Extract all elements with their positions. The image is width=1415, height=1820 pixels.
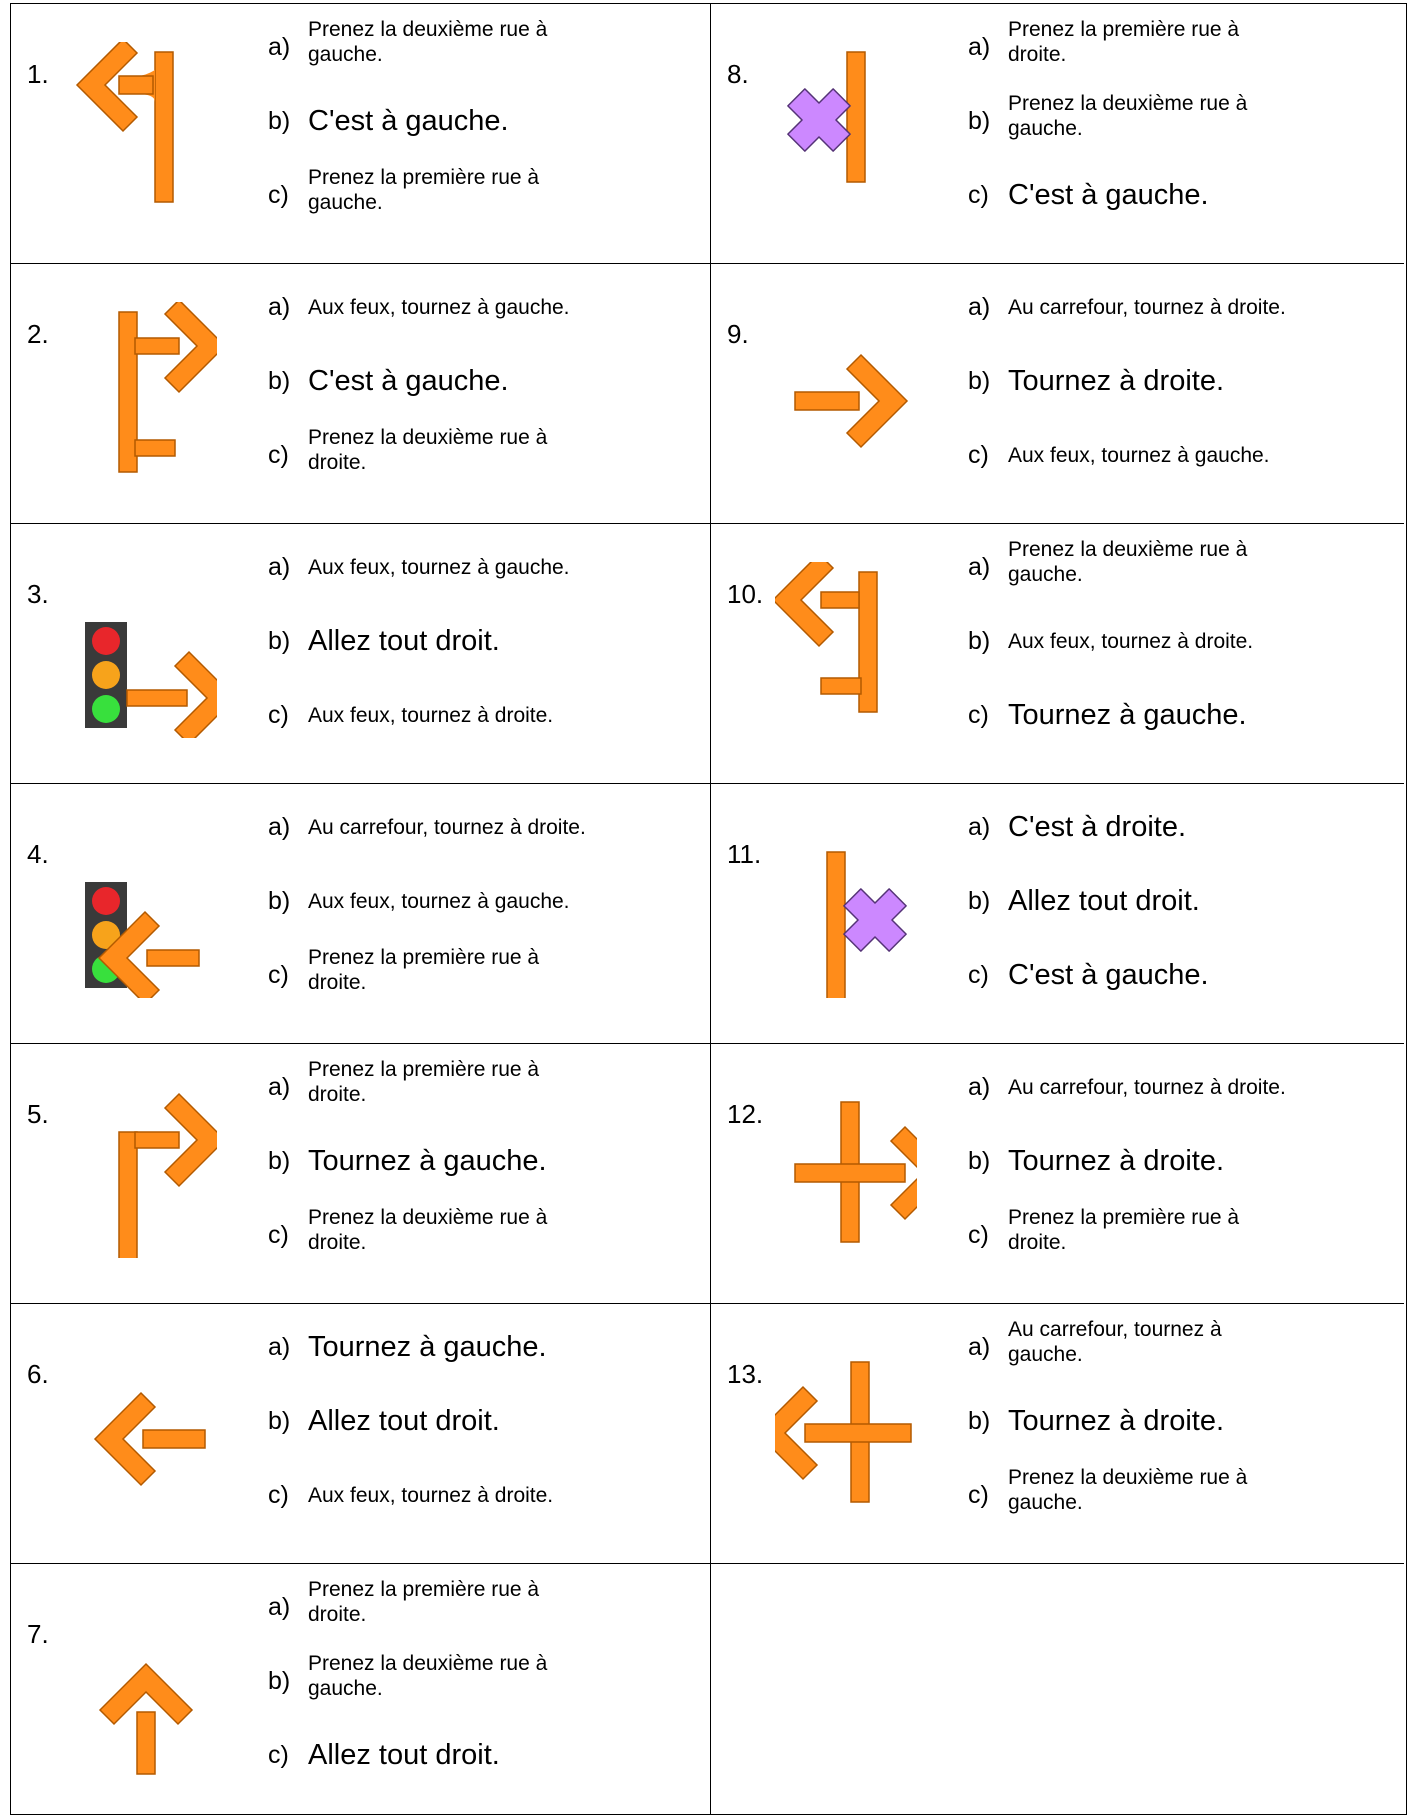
option-letter: c) [968,960,989,989]
option-text: Prenez la deuxième rue à gauche. [1008,91,1248,140]
option-letter: c) [968,1220,989,1249]
option-letter: c) [268,1480,289,1509]
answer-option[interactable] [268,1128,547,1194]
option-letter: c) [968,1480,989,1509]
option-text: Au carrefour, tournez à droite. [1008,1075,1286,1099]
option-text: Tournez à gauche. [308,1330,547,1363]
exercise-number: 1. [27,59,49,89]
option-text: Tournez à droite. [1008,1144,1225,1177]
option-text: Aux feux, tournez à gauche. [308,889,570,913]
option-text: Prenez la deuxième rue à droite. [308,1205,548,1254]
option-text: Aux feux, tournez à droite. [1008,629,1254,653]
option-text: Prenez la première rue à droite. [308,1057,540,1106]
answer-option[interactable] [968,1128,1224,1194]
option-text: Tournez à droite. [1008,364,1225,397]
answer-option[interactable] [268,868,570,934]
option-text: C'est à droite. [1008,810,1187,843]
option-letter: a) [968,552,991,581]
option-text: Aux feux, tournez à gauche. [308,295,570,319]
answer-option[interactable] [968,868,1200,934]
left-turn-second-icon [75,42,217,218]
option-letter: b) [968,626,991,655]
answer-option[interactable] [268,422,598,488]
exercise-cell [11,4,711,264]
option-text: Allez tout droit. [308,1738,500,1771]
exercise-number: 7. [27,1619,49,1649]
option-letter: a) [968,292,991,321]
option-letter: b) [968,886,991,915]
exercise-number: 9. [727,319,749,349]
option-letter: a) [268,812,291,841]
exercise-cell [711,784,1404,1044]
answer-option[interactable] [968,682,1247,748]
option-text: Prenez la deuxième rue à gauche. [1008,1465,1248,1514]
option-letter: b) [268,1666,291,1695]
option-letter: a) [268,1332,291,1361]
exercise-cell [711,1304,1404,1564]
answer-option[interactable] [268,682,553,748]
exercise-cell [11,784,711,1044]
exercise-cell [711,4,1404,264]
answer-option[interactable] [968,1202,1298,1268]
option-text: Prenez la deuxième rue à gauche. [1008,537,1248,586]
option-text: Aux feux, tournez à gauche. [308,555,570,579]
answer-option[interactable] [968,608,1253,674]
option-letter: c) [968,440,989,469]
option-text: Au carrefour, tournez à droite. [1008,295,1286,319]
option-letter: b) [968,366,991,395]
exercise-number: 10. [727,579,764,609]
exercise-cell [11,1044,711,1304]
exercise-cell [711,524,1404,784]
answer-option[interactable] [968,942,1209,1008]
answer-option[interactable] [968,1388,1224,1454]
crossroads-left-icon [775,1342,917,1518]
exercise-number: 13. [727,1359,764,1389]
option-text: Tournez à gauche. [308,1144,547,1177]
option-letter: b) [268,106,291,135]
option-text: Allez tout droit. [308,1404,500,1437]
answer-option[interactable] [268,1202,598,1268]
option-letter: c) [968,700,989,729]
exercise-number: 2. [27,319,49,349]
option-text: Tournez à droite. [1008,1404,1225,1437]
exercise-cell [11,1304,711,1564]
option-text: C'est à gauche. [308,104,509,137]
up-arrow-icon [75,1602,217,1778]
option-letter: a) [268,1592,291,1621]
answer-option[interactable] [268,1314,547,1380]
empty-cell [711,1564,1404,1814]
answer-option[interactable] [968,1462,1298,1528]
option-letter: a) [268,32,291,61]
exercise-number: 6. [27,1359,49,1389]
answer-option[interactable] [268,794,586,860]
option-text: Prenez la deuxième rue à gauche. [308,17,548,66]
option-letter: a) [268,1072,291,1101]
option-letter: b) [268,886,291,915]
answer-option[interactable] [968,422,1270,488]
answer-option[interactable] [268,1054,598,1120]
answer-option[interactable] [268,162,598,228]
option-text: Aux feux, tournez à droite. [308,703,554,727]
option-text: C'est à gauche. [1008,958,1209,991]
exercise-number: 12. [727,1099,764,1129]
answer-option[interactable] [268,1722,500,1788]
right-turn-first-icon [75,1082,217,1258]
option-letter: b) [268,1406,291,1435]
option-letter: b) [968,106,991,135]
place-right-icon [775,822,917,998]
option-text: Allez tout droit. [308,624,500,657]
answer-option[interactable] [268,1462,553,1528]
option-letter: b) [268,366,291,395]
answer-option[interactable] [968,1314,1298,1380]
option-text: Prenez la première rue à gauche. [308,165,540,214]
option-text: Au carrefour, tournez à gauche. [1008,1317,1222,1366]
answer-option[interactable] [268,942,598,1008]
option-letter: a) [968,32,991,61]
option-letter: c) [968,180,989,209]
answer-option[interactable] [968,274,1286,340]
option-text: C'est à gauche. [308,364,509,397]
left-arrow-icon [75,1342,217,1518]
traffic-light-right-icon [75,562,217,738]
option-text: C'est à gauche. [1008,178,1209,211]
option-letter: b) [968,1406,991,1435]
crossroads-right-icon [775,1082,917,1258]
option-letter: b) [268,626,291,655]
answer-option[interactable] [968,14,1298,80]
exercise-cell [11,524,711,784]
option-letter: c) [268,440,289,469]
option-text: Prenez la première rue à droite. [1008,17,1240,66]
exercise-cell [11,1564,711,1814]
option-letter: a) [968,812,991,841]
option-letter: c) [268,1740,289,1769]
answer-option[interactable] [968,348,1224,414]
answer-option[interactable] [268,608,500,674]
answer-option[interactable] [968,162,1209,228]
place-left-icon [775,42,917,218]
answer-option[interactable] [968,1054,1286,1120]
option-letter: a) [968,1072,991,1101]
left-turn-second-branch-icon [775,562,917,738]
answer-option[interactable] [968,88,1298,154]
option-letter: c) [268,960,289,989]
answer-option[interactable] [268,1388,500,1454]
option-text: Prenez la première rue à droite. [308,945,540,994]
option-text: Au carrefour, tournez à droite. [308,815,586,839]
answer-option[interactable] [268,348,509,414]
option-text: Tournez à gauche. [1008,698,1247,731]
exercise-number: 4. [27,839,49,869]
exercise-cell [711,264,1404,524]
option-letter: c) [268,180,289,209]
exercise-cell [11,264,711,524]
traffic-light-left-icon [75,822,217,998]
answer-option[interactable] [268,14,598,80]
option-text: Prenez la première rue à droite. [1008,1205,1240,1254]
option-letter: a) [268,292,291,321]
answer-option[interactable] [268,1648,598,1714]
answer-option[interactable] [268,534,570,600]
exercise-number: 5. [27,1099,49,1129]
option-letter: b) [268,1146,291,1175]
exercise-number: 11. [727,839,762,869]
option-letter: b) [968,1146,991,1175]
exercise-grid [10,3,1407,1815]
answer-option[interactable] [968,534,1298,600]
option-text: Prenez la première rue à droite. [308,1577,540,1626]
option-letter: c) [268,1220,289,1249]
option-text: Prenez la deuxième rue à gauche. [308,1651,548,1700]
answer-option[interactable] [268,274,570,340]
exercise-cell [711,1044,1404,1304]
option-text: Prenez la deuxième rue à droite. [308,425,548,474]
option-letter: a) [268,552,291,581]
option-text: Allez tout droit. [1008,884,1200,917]
right-turn-second-icon [75,302,217,478]
answer-option[interactable] [268,88,509,154]
option-text: Aux feux, tournez à gauche. [1008,443,1270,467]
answer-option[interactable] [968,794,1186,860]
right-arrow-icon [775,302,917,478]
option-letter: a) [968,1332,991,1361]
exercise-number: 3. [27,579,49,609]
option-letter: c) [268,700,289,729]
option-text: Aux feux, tournez à droite. [308,1483,554,1507]
answer-option[interactable] [268,1574,598,1640]
exercise-number: 8. [727,59,749,89]
